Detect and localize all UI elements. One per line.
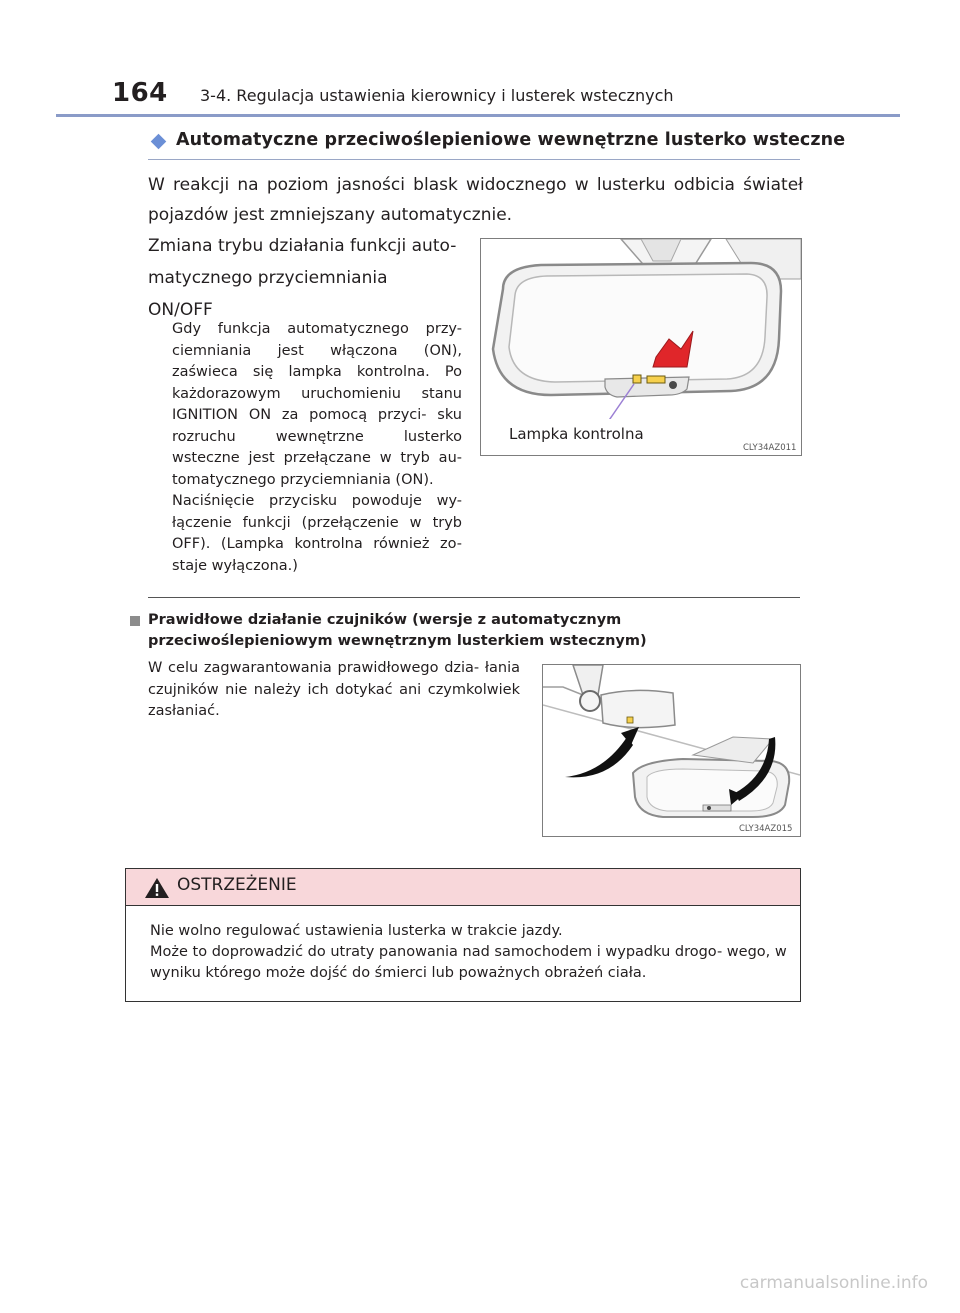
section-title: Automatyczne przeciwoślepieniowe wewnętrzne lusterko wsteczne <box>176 130 846 150</box>
square-bullet-icon <box>130 616 140 626</box>
figure-code: CLY34AZ015 <box>739 824 793 834</box>
warning-box <box>125 868 801 1002</box>
warning-header <box>126 869 800 906</box>
mode-description-off: Naciśnięcie przycisku powoduje wy- łączenie funkcji (przełączenie w tryb OFF). (Lampka kontrolna również zo- staje wyłączona.) <box>172 493 462 574</box>
sensor-illustration <box>542 664 801 837</box>
warning-text <box>150 921 790 984</box>
header-divider <box>56 114 900 117</box>
sensor-heading: Prawidłowe działanie czujników (wersje z automatycznym przeciwoślepieniowym wewnętrznym lusterkiem wstecznym) <box>148 612 647 649</box>
warning-title: OSTRZEŻENIE <box>177 875 297 895</box>
mode-description: Gdy funkcja automatycznego przy- ciemniania jest włączona (ON), zaświeca się lampka kontrolna. Po każdorazowym uruchomieniu stanu IGNITION ON za pomocą przyci- sku rozruchu wewnętrzne lusterko wsteczne jest przełączane w tryb au- tomatycznego przyciemniania (ON). <box>172 321 462 488</box>
section-divider-bottom <box>148 597 800 598</box>
diamond-bullet-icon <box>151 134 167 150</box>
intro-paragraph: W reakcji na poziom jasności blask widocznego w lusterku odbicia świateł pojazdów jest zmniejszany automatycznie. <box>148 175 803 225</box>
mirror-illustration <box>480 238 802 456</box>
warning-line: Nie wolno regulować ustawienia lusterka w trakcie jazdy. <box>150 923 563 939</box>
mode-heading-line: ON/OFF <box>148 300 213 320</box>
sensor-drawing <box>543 665 800 836</box>
mode-heading <box>148 230 468 326</box>
warning-line: Może to doprowadzić do utraty panowania nad samochodem i wypadku drogo- wego, w wyniku którego może dojść do śmierci lub poważnych obrażeń ciała. <box>150 944 787 981</box>
sensor-description: W celu zagwarantowania prawidłowego dzia- łania czujników nie należy ich dotykać ani czymkolwiek zasłaniać. <box>148 660 520 719</box>
mode-heading-line: matycznego przyciemniania <box>148 268 388 288</box>
page-number: 164 <box>112 78 168 108</box>
chapter-title: 3-4. Regulacja ustawienia kierownicy i lusterek wstecznych <box>200 86 674 105</box>
mirror-drawing <box>481 239 801 455</box>
figure-code: CLY34AZ011 <box>743 443 797 453</box>
section-divider <box>148 159 800 160</box>
mode-heading-line: Zmiana trybu działania funkcji auto- <box>148 236 457 256</box>
callout-label: Lampka kontrolna <box>509 425 644 443</box>
watermark: carmanualsonline.info <box>739 1273 928 1293</box>
warning-triangle-icon <box>144 877 170 899</box>
